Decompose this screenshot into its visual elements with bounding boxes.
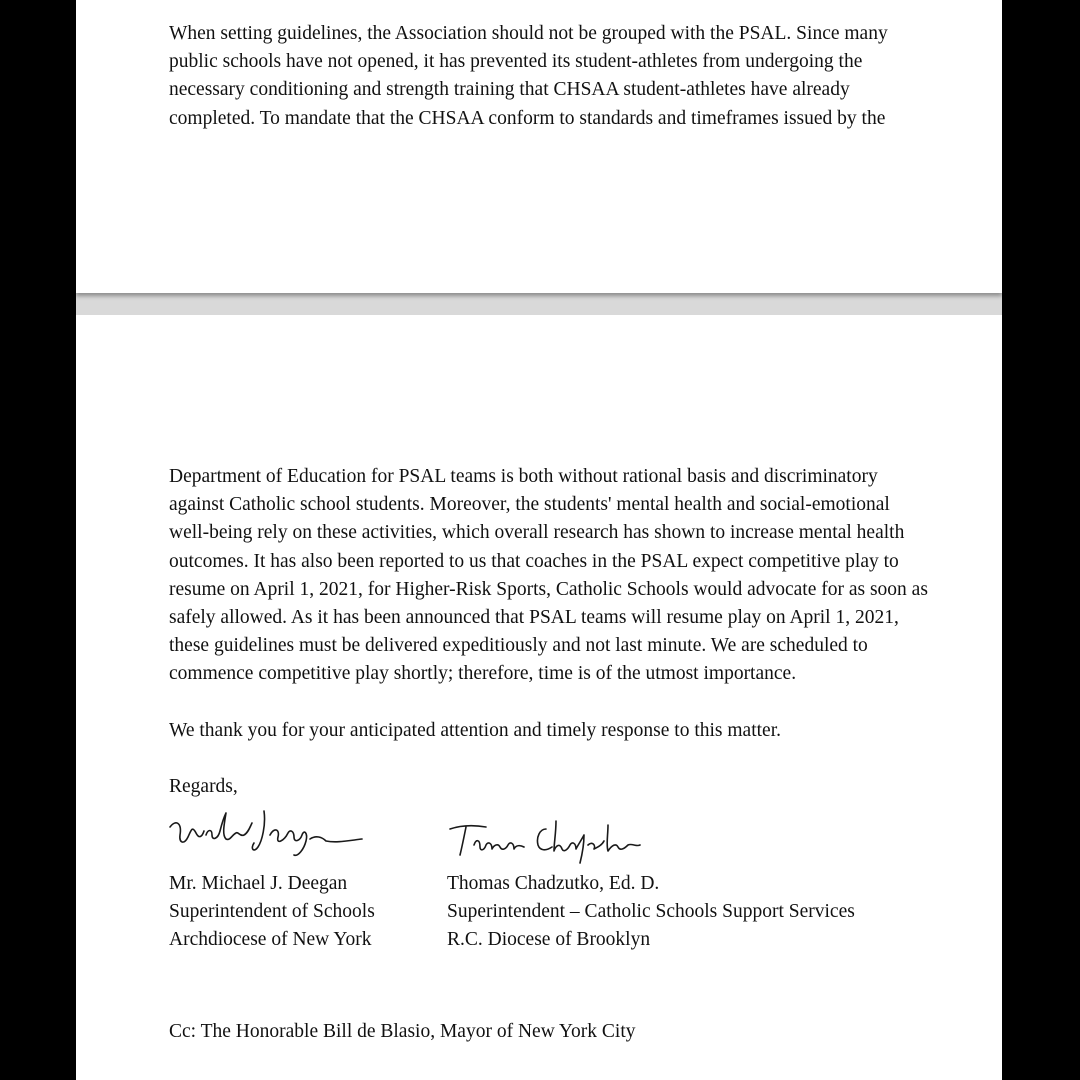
text-line: resume on April 1, 2021, for Higher-Risk Sports, Catholic Schools would advocate for as soon as [169,578,928,600]
body-paragraph-continued [169,20,888,133]
text-line: outcomes. It has also been reported to us that coaches in the PSAL expect competitive play to [169,550,899,572]
text-line: well-being rely on these activities, which overall research has shown to increase mental health [169,522,905,544]
signatory-title: Superintendent – Catholic Schools Support Services [447,901,855,922]
text-line: public schools have not opened, it has prevented its student-athletes from undergoing the [169,51,863,73]
text-line: these guidelines must be delivered expeditiously and not last minute. We are scheduled to [169,635,868,657]
signatory-organization: R.C. Diocese of Brooklyn [447,929,651,950]
text-line: completed. To mandate that the CHSAA conform to standards and timeframes issued by the [169,107,886,129]
closing-regards: Regards, [169,776,238,797]
signatory-organization: Archdiocese of New York [169,929,372,950]
signatory-right [447,870,855,954]
text-line: safely allowed. As it has been announced that PSAL teams will resume play on April 1, 2021, [169,607,899,629]
text-line: Department of Education for PSAL teams is both without rational basis and discriminatory [169,466,878,487]
thanks-sentence: We thank you for your anticipated attention and timely response to this matter. [169,720,781,741]
text-line: When setting guidelines, the Association should not be grouped with the PSAL. Since many [169,23,888,44]
text-line: commence competitive play shortly; therefore, time is of the utmost importance. [169,663,797,685]
signatory-left [169,870,375,954]
signature-michael-deegan [166,805,366,865]
cc-line: Cc: The Honorable Bill de Blasio, Mayor of New York City [169,1021,636,1042]
signature-thomas-chadzutko [448,815,648,865]
signatory-title: Superintendent of Schools [169,901,375,922]
letter-page-1 [76,0,1002,293]
text-line: necessary conditioning and strength training that CHSAA student-athletes have already [169,79,850,101]
document-viewer[interactable] [76,0,1002,1080]
signatory-name: Thomas Chadzutko, Ed. D. [447,873,660,894]
body-paragraph [169,463,928,689]
letter-page-2 [76,315,1002,1080]
signatory-name: Mr. Michael J. Deegan [169,873,348,894]
text-line: against Catholic school students. Moreover, the students' mental health and social-emotional [169,494,890,516]
